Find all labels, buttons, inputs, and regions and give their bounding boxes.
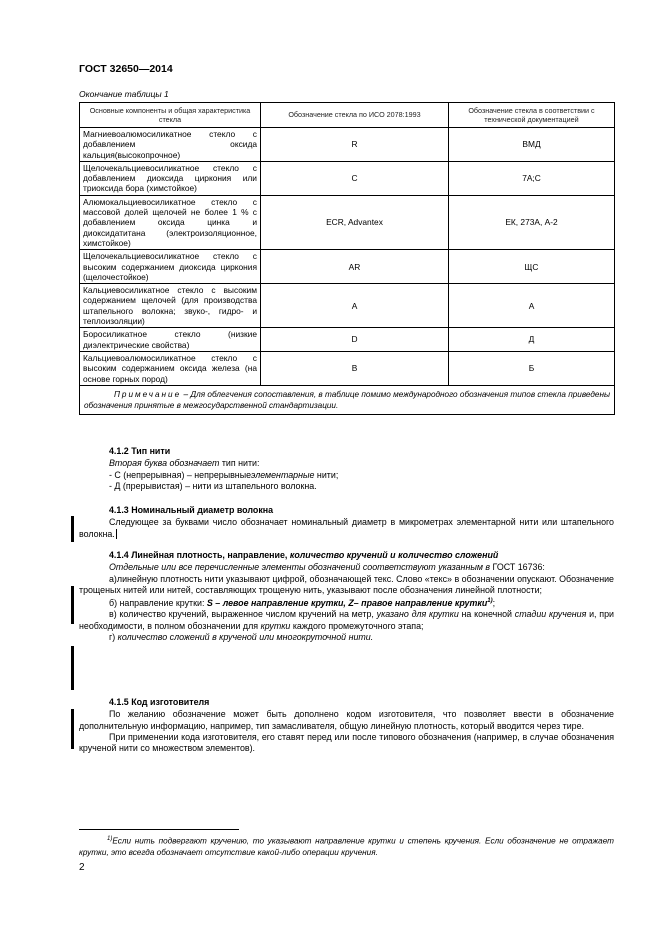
item-c-part: стадии кручения xyxy=(514,609,587,620)
cell-doc: ЩС xyxy=(449,250,615,284)
table-caption: Окончание таблицы 1 xyxy=(79,89,169,99)
item-c-part: и, при необходимости, в полном обозначении для xyxy=(79,609,614,631)
item-d-plies: количество сложений в крученой или многокруточной нити. xyxy=(117,632,374,643)
cell-doc: А xyxy=(449,284,615,328)
column-header-tech-doc: Обозначение стекла в соответствии с технической документацией xyxy=(449,103,615,128)
item-c-part: крутки xyxy=(260,620,291,631)
heading-4-1-5: 4.1.5 Код изготовителя xyxy=(109,697,210,707)
table-row xyxy=(80,284,615,328)
section-4-1-3 xyxy=(79,505,614,540)
heading-4-1-3: 4.1.3 Номинальный диаметр волокна xyxy=(109,505,274,515)
intro-italic: Отдельные или все перечисленные элементы обозначений соответствуют указанным в xyxy=(109,562,491,573)
cell-iso: D xyxy=(261,328,449,352)
table-row xyxy=(80,161,615,195)
column-header-iso: Обозначение стекла по ИСО 2078:1993 xyxy=(261,103,449,128)
intro-rest: ГОСТ 16736: xyxy=(490,562,545,573)
glass-designation-table xyxy=(79,102,615,415)
item-staple: - Д (прерывистая) – нити из штапельного волокна. xyxy=(109,480,317,491)
table-row xyxy=(80,250,615,284)
footnote-marker: 1) xyxy=(107,836,113,842)
change-bar xyxy=(71,709,74,749)
change-bar xyxy=(71,646,74,690)
change-bar xyxy=(71,586,74,624)
item-c-part: в) количество кручений, выраженное числом кручений на метр, xyxy=(109,609,377,620)
thread-type-intro-italic: Вторая буква обозначает xyxy=(109,458,220,469)
table-note-row xyxy=(80,385,615,414)
item-b-prefix: б) направление крутки: xyxy=(109,598,207,609)
thread-type-intro-rest: тип нити: xyxy=(219,458,260,469)
column-header-components: Основные компоненты и общая характеристика стекла xyxy=(80,103,261,128)
table-row xyxy=(80,195,615,249)
cell-iso: R xyxy=(261,128,449,162)
cell-component: Щелочекальциевосиликатное стекло с высоким содержанием диоксида циркония (щелочестойкое) xyxy=(80,250,261,284)
cell-component: Щелочекальциевосиликатное стекло с добавлением диоксида циркония или триоксида бора (химстойкое) xyxy=(80,161,261,195)
cell-iso: С xyxy=(261,161,449,195)
heading-4-1-2: 4.1.2 Тип нити xyxy=(109,446,171,456)
table-header-row xyxy=(80,103,615,128)
change-bar xyxy=(71,516,74,542)
note-label: Примечание xyxy=(114,389,182,399)
cell-component: Боросиликатное стекло (низкие диэлектрические свойства) xyxy=(80,328,261,352)
cell-component: Кальциевосиликатное стекло с высоким содержанием щелочей (для производства штапельного волокна; звуко-, гидро- и теплоизоляции) xyxy=(80,284,261,328)
cell-doc: ЕК, 273А, А-2 xyxy=(449,195,615,249)
item-continuous-c: нити; xyxy=(314,469,339,480)
section-4-1-2 xyxy=(79,446,614,492)
table-note xyxy=(80,385,615,414)
page-number: 2 xyxy=(79,862,85,873)
footnote-divider xyxy=(79,829,239,830)
heading-4-1-4-a: 4.1.4 Линейная плотность, направление, xyxy=(109,550,290,560)
standard-header: ГОСТ 32650—2014 xyxy=(79,63,173,75)
cell-doc: ВМД xyxy=(449,128,615,162)
footnote-ref: 1) xyxy=(487,598,493,605)
cell-component: Алюмокальциевосиликатное стекло с массовой долей щелочей не более 1 % с добавлением оксида цинка и диоксидатитана (электроизоляционное, химстойкое) xyxy=(80,195,261,249)
table-row xyxy=(80,328,615,352)
footnote xyxy=(79,834,614,858)
heading-4-1-4-b: количество кручений и количество сложений xyxy=(289,550,499,560)
cell-doc: Д xyxy=(449,328,615,352)
table-row xyxy=(80,128,615,162)
item-a-linear-density: а)линейную плотность нити указывают цифрой, обозначающей текс. Слово «текс» в обозначении опускают. Обозначение трощеных нитей или нитей, составляющих трощеную нить, указывают после обозначения линейной плотности; xyxy=(79,573,614,595)
item-c-part: указано для крутки xyxy=(376,609,459,620)
cell-doc: Б xyxy=(449,351,615,385)
cell-iso: AR xyxy=(261,250,449,284)
item-continuous-a: - С (непрерывная) – непрерывные xyxy=(109,469,252,480)
section-4-1-5 xyxy=(79,697,614,754)
item-b-end: ; xyxy=(492,598,496,609)
manufacturer-code-p1: По желанию обозначение может быть дополнено кодом изготовителя, что позволяет ввести в обозначение дополнительную информацию, например, тип замасливателя, общую линейную плотность, который вводится через тире. xyxy=(79,709,614,731)
item-b-twist-direction: S – левое направление крутки, Z– правое направление крутки xyxy=(206,598,488,609)
cell-iso: ECR, Advantex xyxy=(261,195,449,249)
cell-iso: В xyxy=(261,351,449,385)
item-d-prefix: г) xyxy=(109,632,118,643)
cell-component: Кальциевоалюмосиликатное стекло с высоким содержанием оксида железа (на основе горных пород) xyxy=(80,351,261,385)
section-4-1-4 xyxy=(79,550,614,643)
item-continuous-b: элементарные xyxy=(251,469,315,480)
note-text: – Для облегчения сопоставления, в таблице помимо международного обозначения типов стекла приведены обозначения принятые в межгосударственной стандартизации. xyxy=(84,389,610,410)
table-row xyxy=(80,351,615,385)
cell-iso: А xyxy=(261,284,449,328)
item-c-part: на конечной xyxy=(458,609,515,620)
diameter-text: Следующее за буквами число обозначает номинальный диаметр в микрометрах элементарной нити или штапельного волокна. xyxy=(79,517,614,539)
manufacturer-code-p2: При применении кода изготовителя, его ставят перед или после типового обозначения (например, в случае обозначения крученой нити со множеством элементов). xyxy=(79,731,614,754)
footnote-text: Если нить подвергают кручению, то указывают направление крутки и степень кручения. Если обозначение не отражает крутки, это всегда обозначает отсутствие какой-либо операции кручения. xyxy=(79,836,614,857)
cell-doc: 7А;С xyxy=(449,161,615,195)
text-cursor xyxy=(116,529,118,539)
cell-component: Магниевоалюмосиликатное стекло с добавлением оксида кальция(высокопрочное) xyxy=(80,128,261,162)
item-c-part: каждого промежуточного этапа; xyxy=(290,620,424,631)
